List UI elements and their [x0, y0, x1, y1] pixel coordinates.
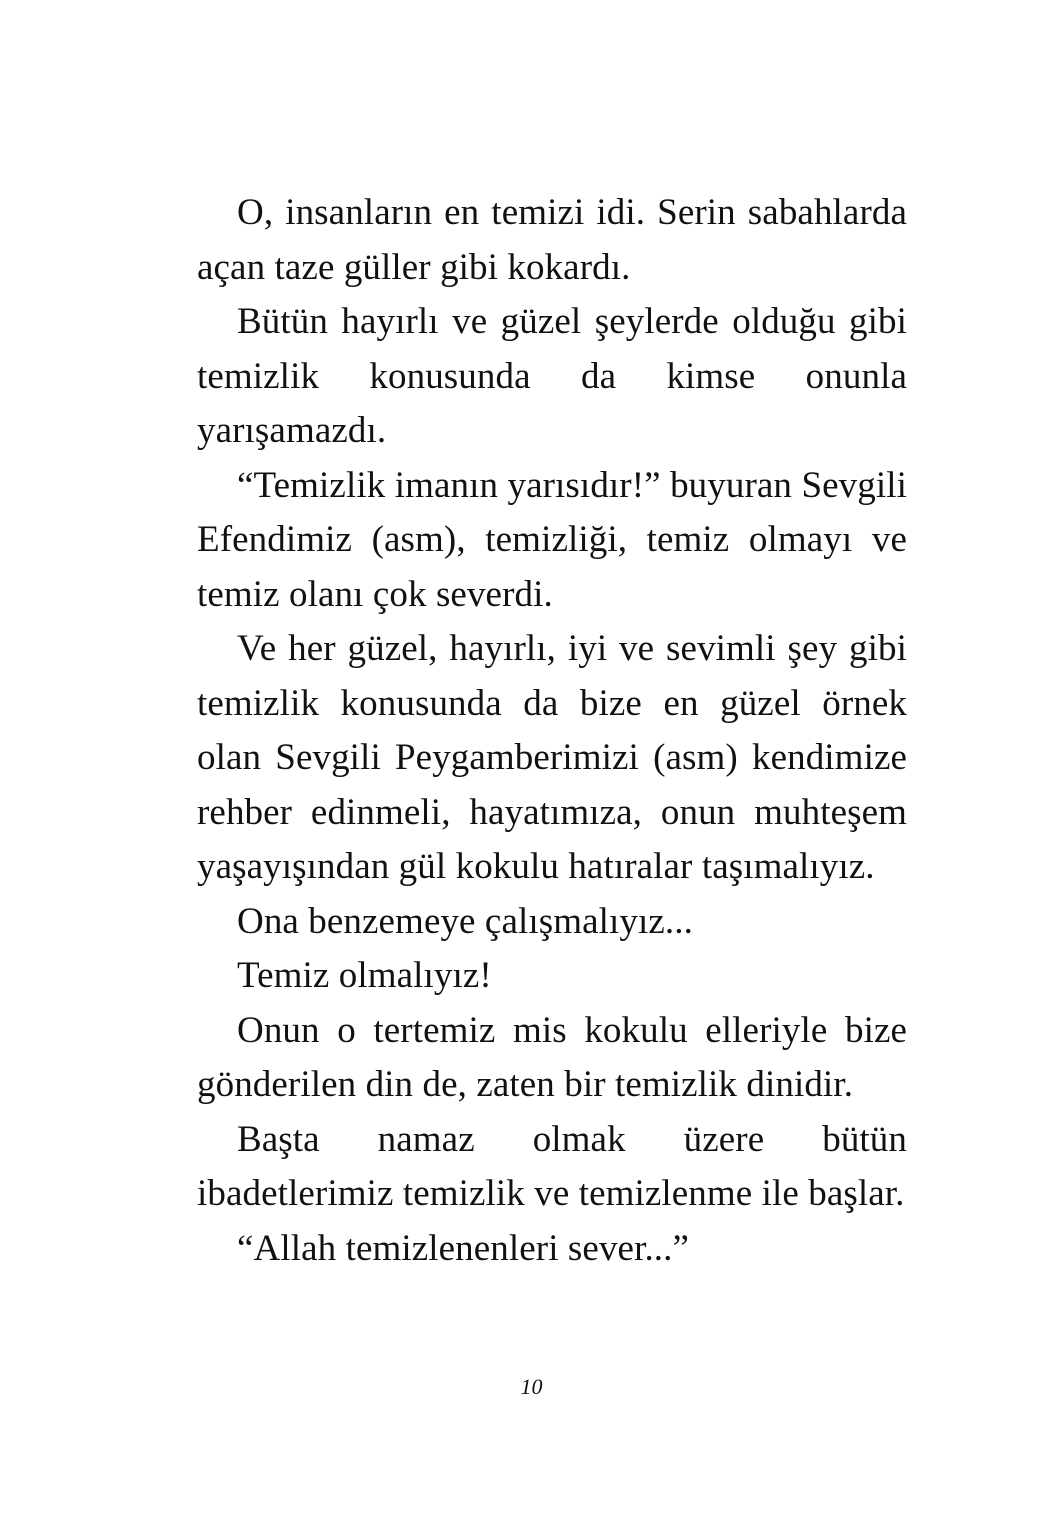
paragraph-1: O, insanların en temizi idi. Serin sabahlarda açan taze güller gibi kokardı.: [197, 192, 907, 288]
paragraph-4: Ve her güzel, hayırlı, iyi ve sevimli şey gibi temizlik konusunda da bize en güzel örnek olan Sevgili Peygamberimizi (asm) kendimize rehber edinmeli, hayatımıza, onun muhteşem yaşayışından gül kokulu hatıralar taşımalıyız.: [197, 628, 907, 887]
paragraph-8: Başta namaz olmak üzere bütün ibadetlerimiz temizlik ve temizlenme ile başlar.: [197, 1118, 907, 1214]
page-number: 10: [520, 1374, 543, 1399]
paragraph-3: “Temizlik imanın yarısıdır!” buyuran Sevgili Efendimiz (asm), temizliği, temiz olmayı ve temiz olanı çok severdi.: [197, 464, 907, 615]
paragraph-7: Onun o tertemiz mis kokulu elleriyle bize gönderilen din de, zaten bir temizlik dinidir.: [197, 1009, 907, 1105]
paragraph-6: Temiz olmalıyız!: [237, 955, 492, 996]
paragraph-9: “Allah temizlenenleri sever...”: [237, 1227, 690, 1269]
page-body-text: [197, 186, 907, 1276]
paragraph-2: Bütün hayırlı ve güzel şeylerde olduğu gibi temizlik konusunda da kimse onunla yarışamazdı.: [197, 301, 907, 451]
paragraph-5: Ona benzemeye çalışmalıyız...: [237, 900, 693, 942]
